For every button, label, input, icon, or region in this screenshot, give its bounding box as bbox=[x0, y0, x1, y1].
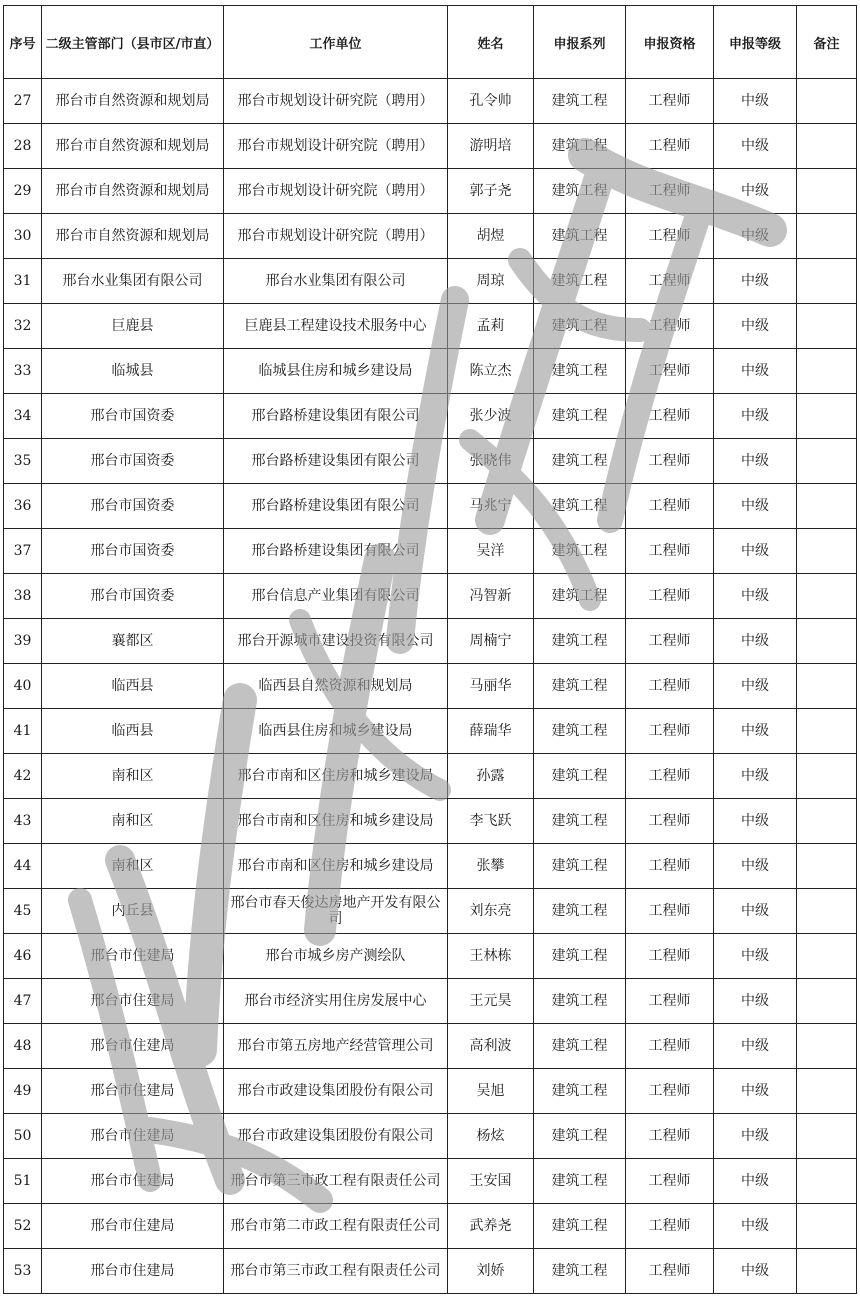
cell-series: 建筑工程 bbox=[534, 214, 626, 259]
cell-qualification: 工程师 bbox=[626, 439, 714, 484]
cell-work-unit: 邢台路桥建设集团有限公司 bbox=[224, 484, 448, 529]
cell-department: 邢台市自然资源和规划局 bbox=[42, 214, 224, 259]
cell-department: 邢台市住建局 bbox=[42, 1024, 224, 1069]
table-row bbox=[4, 349, 857, 394]
cell-name: 张晓伟 bbox=[448, 439, 534, 484]
cell-series: 建筑工程 bbox=[534, 1114, 626, 1159]
cell-name: 王安国 bbox=[448, 1159, 534, 1204]
cell-qualification: 工程师 bbox=[626, 664, 714, 709]
cell-remarks bbox=[797, 1204, 857, 1249]
cell-work-unit: 邢台信息产业集团有限公司 bbox=[224, 574, 448, 619]
cell-level: 中级 bbox=[714, 1249, 797, 1294]
cell-index: 28 bbox=[4, 124, 42, 169]
header-index: 序号 bbox=[4, 6, 42, 79]
cell-series: 建筑工程 bbox=[534, 979, 626, 1024]
cell-remarks bbox=[797, 1024, 857, 1069]
cell-remarks bbox=[797, 574, 857, 619]
cell-department: 临西县 bbox=[42, 664, 224, 709]
cell-department: 邢台市住建局 bbox=[42, 1204, 224, 1249]
table-row bbox=[4, 484, 857, 529]
table-row bbox=[4, 1114, 857, 1159]
cell-index: 44 bbox=[4, 844, 42, 889]
cell-name: 高利波 bbox=[448, 1024, 534, 1069]
cell-remarks bbox=[797, 619, 857, 664]
cell-index: 29 bbox=[4, 169, 42, 214]
cell-series: 建筑工程 bbox=[534, 889, 626, 934]
cell-name: 马丽华 bbox=[448, 664, 534, 709]
cell-name: 冯智新 bbox=[448, 574, 534, 619]
cell-name: 游明培 bbox=[448, 124, 534, 169]
table-header-row bbox=[4, 6, 857, 79]
cell-name: 吴旭 bbox=[448, 1069, 534, 1114]
cell-remarks bbox=[797, 169, 857, 214]
cell-qualification: 工程师 bbox=[626, 1159, 714, 1204]
cell-name: 孙露 bbox=[448, 754, 534, 799]
cell-department: 临城县 bbox=[42, 349, 224, 394]
cell-remarks bbox=[797, 1159, 857, 1204]
cell-work-unit: 邢台市规划设计研究院（聘用） bbox=[224, 169, 448, 214]
table-body bbox=[4, 79, 857, 1294]
cell-qualification: 工程师 bbox=[626, 799, 714, 844]
cell-level: 中级 bbox=[714, 439, 797, 484]
cell-index: 27 bbox=[4, 79, 42, 124]
cell-name: 周楠宁 bbox=[448, 619, 534, 664]
cell-series: 建筑工程 bbox=[534, 574, 626, 619]
cell-series: 建筑工程 bbox=[534, 1159, 626, 1204]
cell-department: 邢台市住建局 bbox=[42, 934, 224, 979]
table-row bbox=[4, 1024, 857, 1069]
cell-level: 中级 bbox=[714, 484, 797, 529]
cell-index: 45 bbox=[4, 889, 42, 934]
cell-work-unit: 邢台市南和区住房和城乡建设局 bbox=[224, 799, 448, 844]
cell-remarks bbox=[797, 124, 857, 169]
cell-index: 38 bbox=[4, 574, 42, 619]
cell-department: 南和区 bbox=[42, 844, 224, 889]
cell-level: 中级 bbox=[714, 394, 797, 439]
table-row bbox=[4, 979, 857, 1024]
cell-qualification: 工程师 bbox=[626, 259, 714, 304]
header-department: 二级主管部门（县市区/市直） bbox=[42, 6, 224, 79]
cell-series: 建筑工程 bbox=[534, 484, 626, 529]
cell-level: 中级 bbox=[714, 1204, 797, 1249]
cell-remarks bbox=[797, 754, 857, 799]
cell-name: 杨炫 bbox=[448, 1114, 534, 1159]
cell-remarks bbox=[797, 484, 857, 529]
cell-series: 建筑工程 bbox=[534, 754, 626, 799]
cell-department: 邢台市住建局 bbox=[42, 1114, 224, 1159]
cell-work-unit: 巨鹿县工程建设技术服务中心 bbox=[224, 304, 448, 349]
cell-level: 中级 bbox=[714, 889, 797, 934]
cell-level: 中级 bbox=[714, 169, 797, 214]
cell-series: 建筑工程 bbox=[534, 934, 626, 979]
cell-department: 邢台市国资委 bbox=[42, 529, 224, 574]
cell-remarks bbox=[797, 214, 857, 259]
cell-name: 王林栋 bbox=[448, 934, 534, 979]
cell-index: 51 bbox=[4, 1159, 42, 1204]
cell-work-unit: 邢台市第五房地产经营管理公司 bbox=[224, 1024, 448, 1069]
cell-level: 中级 bbox=[714, 304, 797, 349]
cell-qualification: 工程师 bbox=[626, 1024, 714, 1069]
cell-name: 薛瑞华 bbox=[448, 709, 534, 754]
cell-department: 巨鹿县 bbox=[42, 304, 224, 349]
cell-index: 53 bbox=[4, 1249, 42, 1294]
cell-work-unit: 邢台市南和区住房和城乡建设局 bbox=[224, 754, 448, 799]
cell-remarks bbox=[797, 529, 857, 574]
cell-department: 邢台水业集团有限公司 bbox=[42, 259, 224, 304]
cell-work-unit: 邢台开源城市建设投资有限公司 bbox=[224, 619, 448, 664]
cell-series: 建筑工程 bbox=[534, 79, 626, 124]
cell-name: 陈立杰 bbox=[448, 349, 534, 394]
cell-name: 武养尧 bbox=[448, 1204, 534, 1249]
table-row bbox=[4, 934, 857, 979]
cell-work-unit: 邢台市第二市政工程有限责任公司 bbox=[224, 1204, 448, 1249]
cell-department: 邢台市国资委 bbox=[42, 394, 224, 439]
document-page bbox=[3, 5, 857, 1294]
cell-remarks bbox=[797, 979, 857, 1024]
cell-qualification: 工程师 bbox=[626, 124, 714, 169]
cell-remarks bbox=[797, 889, 857, 934]
cell-index: 49 bbox=[4, 1069, 42, 1114]
applicant-table bbox=[3, 5, 857, 1294]
cell-series: 建筑工程 bbox=[534, 259, 626, 304]
cell-index: 43 bbox=[4, 799, 42, 844]
cell-series: 建筑工程 bbox=[534, 124, 626, 169]
cell-level: 中级 bbox=[714, 619, 797, 664]
cell-qualification: 工程师 bbox=[626, 169, 714, 214]
cell-work-unit: 邢台市政建设集团股份有限公司 bbox=[224, 1069, 448, 1114]
cell-series: 建筑工程 bbox=[534, 394, 626, 439]
cell-level: 中级 bbox=[714, 1159, 797, 1204]
cell-remarks bbox=[797, 934, 857, 979]
table-row bbox=[4, 169, 857, 214]
cell-qualification: 工程师 bbox=[626, 844, 714, 889]
cell-department: 邢台市住建局 bbox=[42, 1159, 224, 1204]
cell-level: 中级 bbox=[714, 79, 797, 124]
cell-index: 32 bbox=[4, 304, 42, 349]
cell-work-unit: 邢台市规划设计研究院（聘用） bbox=[224, 79, 448, 124]
table-row bbox=[4, 574, 857, 619]
cell-name: 李飞跃 bbox=[448, 799, 534, 844]
cell-department: 南和区 bbox=[42, 799, 224, 844]
cell-qualification: 工程师 bbox=[626, 1114, 714, 1159]
table-row bbox=[4, 439, 857, 484]
cell-department: 邢台市国资委 bbox=[42, 484, 224, 529]
cell-name: 郭子尧 bbox=[448, 169, 534, 214]
cell-level: 中级 bbox=[714, 1069, 797, 1114]
cell-work-unit: 临西县自然资源和规划局 bbox=[224, 664, 448, 709]
header-name: 姓名 bbox=[448, 6, 534, 79]
cell-level: 中级 bbox=[714, 259, 797, 304]
table-row bbox=[4, 664, 857, 709]
header-qualification: 申报资格 bbox=[626, 6, 714, 79]
cell-remarks bbox=[797, 1114, 857, 1159]
cell-level: 中级 bbox=[714, 124, 797, 169]
cell-series: 建筑工程 bbox=[534, 664, 626, 709]
cell-remarks bbox=[797, 304, 857, 349]
cell-department: 襄都区 bbox=[42, 619, 224, 664]
header-work-unit: 工作单位 bbox=[224, 6, 448, 79]
cell-index: 47 bbox=[4, 979, 42, 1024]
cell-department: 邢台市住建局 bbox=[42, 1069, 224, 1114]
cell-qualification: 工程师 bbox=[626, 349, 714, 394]
table-row bbox=[4, 259, 857, 304]
table-row bbox=[4, 1159, 857, 1204]
cell-index: 37 bbox=[4, 529, 42, 574]
cell-name: 孔令帅 bbox=[448, 79, 534, 124]
cell-work-unit: 临西县住房和城乡建设局 bbox=[224, 709, 448, 754]
cell-department: 邢台市住建局 bbox=[42, 979, 224, 1024]
cell-series: 建筑工程 bbox=[534, 709, 626, 754]
cell-department: 内丘县 bbox=[42, 889, 224, 934]
table-row bbox=[4, 79, 857, 124]
cell-level: 中级 bbox=[714, 709, 797, 754]
cell-index: 40 bbox=[4, 664, 42, 709]
cell-department: 邢台市住建局 bbox=[42, 1249, 224, 1294]
cell-remarks bbox=[797, 844, 857, 889]
cell-name: 刘东亮 bbox=[448, 889, 534, 934]
cell-work-unit: 邢台路桥建设集团有限公司 bbox=[224, 529, 448, 574]
cell-index: 30 bbox=[4, 214, 42, 259]
table-row bbox=[4, 619, 857, 664]
cell-department: 邢台市国资委 bbox=[42, 439, 224, 484]
cell-level: 中级 bbox=[714, 799, 797, 844]
cell-work-unit: 邢台市规划设计研究院（聘用） bbox=[224, 124, 448, 169]
cell-level: 中级 bbox=[714, 979, 797, 1024]
cell-remarks bbox=[797, 349, 857, 394]
cell-qualification: 工程师 bbox=[626, 619, 714, 664]
cell-remarks bbox=[797, 394, 857, 439]
cell-qualification: 工程师 bbox=[626, 214, 714, 259]
cell-level: 中级 bbox=[714, 664, 797, 709]
cell-remarks bbox=[797, 439, 857, 484]
cell-qualification: 工程师 bbox=[626, 79, 714, 124]
cell-department: 南和区 bbox=[42, 754, 224, 799]
cell-qualification: 工程师 bbox=[626, 574, 714, 619]
cell-department: 邢台市国资委 bbox=[42, 574, 224, 619]
cell-qualification: 工程师 bbox=[626, 754, 714, 799]
cell-name: 王元昊 bbox=[448, 979, 534, 1024]
cell-level: 中级 bbox=[714, 754, 797, 799]
cell-index: 33 bbox=[4, 349, 42, 394]
cell-index: 36 bbox=[4, 484, 42, 529]
cell-work-unit: 邢台市经济实用住房发展中心 bbox=[224, 979, 448, 1024]
cell-work-unit: 邢台市春天俊达房地产开发有限公司 bbox=[224, 889, 448, 934]
table-row bbox=[4, 1249, 857, 1294]
header-series: 申报系列 bbox=[534, 6, 626, 79]
cell-work-unit: 邢台路桥建设集团有限公司 bbox=[224, 439, 448, 484]
cell-qualification: 工程师 bbox=[626, 304, 714, 349]
cell-department: 邢台市自然资源和规划局 bbox=[42, 124, 224, 169]
cell-name: 张少波 bbox=[448, 394, 534, 439]
cell-level: 中级 bbox=[714, 349, 797, 394]
table-row bbox=[4, 529, 857, 574]
cell-level: 中级 bbox=[714, 214, 797, 259]
cell-remarks bbox=[797, 1249, 857, 1294]
cell-qualification: 工程师 bbox=[626, 709, 714, 754]
cell-index: 31 bbox=[4, 259, 42, 304]
table-row bbox=[4, 844, 857, 889]
cell-series: 建筑工程 bbox=[534, 844, 626, 889]
table-row bbox=[4, 394, 857, 439]
cell-index: 50 bbox=[4, 1114, 42, 1159]
header-level: 申报等级 bbox=[714, 6, 797, 79]
table-row bbox=[4, 889, 857, 934]
cell-work-unit: 邢台市城乡房产测绘队 bbox=[224, 934, 448, 979]
cell-level: 中级 bbox=[714, 529, 797, 574]
cell-index: 52 bbox=[4, 1204, 42, 1249]
cell-series: 建筑工程 bbox=[534, 1204, 626, 1249]
cell-level: 中级 bbox=[714, 844, 797, 889]
cell-qualification: 工程师 bbox=[626, 394, 714, 439]
cell-name: 周琼 bbox=[448, 259, 534, 304]
table-row bbox=[4, 124, 857, 169]
table-row bbox=[4, 1069, 857, 1114]
cell-index: 35 bbox=[4, 439, 42, 484]
cell-index: 46 bbox=[4, 934, 42, 979]
cell-qualification: 工程师 bbox=[626, 1069, 714, 1114]
cell-work-unit: 邢台水业集团有限公司 bbox=[224, 259, 448, 304]
cell-remarks bbox=[797, 1069, 857, 1114]
cell-index: 34 bbox=[4, 394, 42, 439]
cell-name: 吴洋 bbox=[448, 529, 534, 574]
cell-work-unit: 邢台市政建设集团股份有限公司 bbox=[224, 1114, 448, 1159]
cell-series: 建筑工程 bbox=[534, 1069, 626, 1114]
cell-series: 建筑工程 bbox=[534, 1249, 626, 1294]
cell-index: 39 bbox=[4, 619, 42, 664]
cell-remarks bbox=[797, 79, 857, 124]
cell-index: 48 bbox=[4, 1024, 42, 1069]
cell-work-unit: 邢台市第三市政工程有限责任公司 bbox=[224, 1159, 448, 1204]
cell-qualification: 工程师 bbox=[626, 529, 714, 574]
cell-series: 建筑工程 bbox=[534, 529, 626, 574]
table-row bbox=[4, 304, 857, 349]
table-row bbox=[4, 709, 857, 754]
cell-qualification: 工程师 bbox=[626, 1204, 714, 1249]
cell-name: 胡煜 bbox=[448, 214, 534, 259]
cell-index: 41 bbox=[4, 709, 42, 754]
cell-index: 42 bbox=[4, 754, 42, 799]
cell-work-unit: 邢台路桥建设集团有限公司 bbox=[224, 394, 448, 439]
cell-series: 建筑工程 bbox=[534, 799, 626, 844]
cell-name: 孟莉 bbox=[448, 304, 534, 349]
cell-department: 邢台市自然资源和规划局 bbox=[42, 79, 224, 124]
cell-qualification: 工程师 bbox=[626, 1249, 714, 1294]
cell-department: 邢台市自然资源和规划局 bbox=[42, 169, 224, 214]
cell-series: 建筑工程 bbox=[534, 439, 626, 484]
table-row bbox=[4, 214, 857, 259]
table-row bbox=[4, 799, 857, 844]
cell-work-unit: 邢台市第三市政工程有限责任公司 bbox=[224, 1249, 448, 1294]
cell-name: 张攀 bbox=[448, 844, 534, 889]
cell-series: 建筑工程 bbox=[534, 619, 626, 664]
table-row bbox=[4, 1204, 857, 1249]
cell-name: 马兆宁 bbox=[448, 484, 534, 529]
cell-series: 建筑工程 bbox=[534, 349, 626, 394]
cell-qualification: 工程师 bbox=[626, 979, 714, 1024]
cell-remarks bbox=[797, 259, 857, 304]
cell-qualification: 工程师 bbox=[626, 934, 714, 979]
table-row bbox=[4, 754, 857, 799]
cell-remarks bbox=[797, 799, 857, 844]
cell-qualification: 工程师 bbox=[626, 484, 714, 529]
cell-work-unit: 邢台市规划设计研究院（聘用） bbox=[224, 214, 448, 259]
cell-series: 建筑工程 bbox=[534, 169, 626, 214]
cell-level: 中级 bbox=[714, 934, 797, 979]
cell-qualification: 工程师 bbox=[626, 889, 714, 934]
cell-level: 中级 bbox=[714, 574, 797, 619]
cell-level: 中级 bbox=[714, 1114, 797, 1159]
cell-work-unit: 临城县住房和城乡建设局 bbox=[224, 349, 448, 394]
cell-series: 建筑工程 bbox=[534, 1024, 626, 1069]
header-remarks: 备注 bbox=[797, 6, 857, 79]
cell-remarks bbox=[797, 664, 857, 709]
cell-name: 刘娇 bbox=[448, 1249, 534, 1294]
cell-level: 中级 bbox=[714, 1024, 797, 1069]
cell-work-unit: 邢台市南和区住房和城乡建设局 bbox=[224, 844, 448, 889]
cell-remarks bbox=[797, 709, 857, 754]
cell-department: 临西县 bbox=[42, 709, 224, 754]
cell-series: 建筑工程 bbox=[534, 304, 626, 349]
